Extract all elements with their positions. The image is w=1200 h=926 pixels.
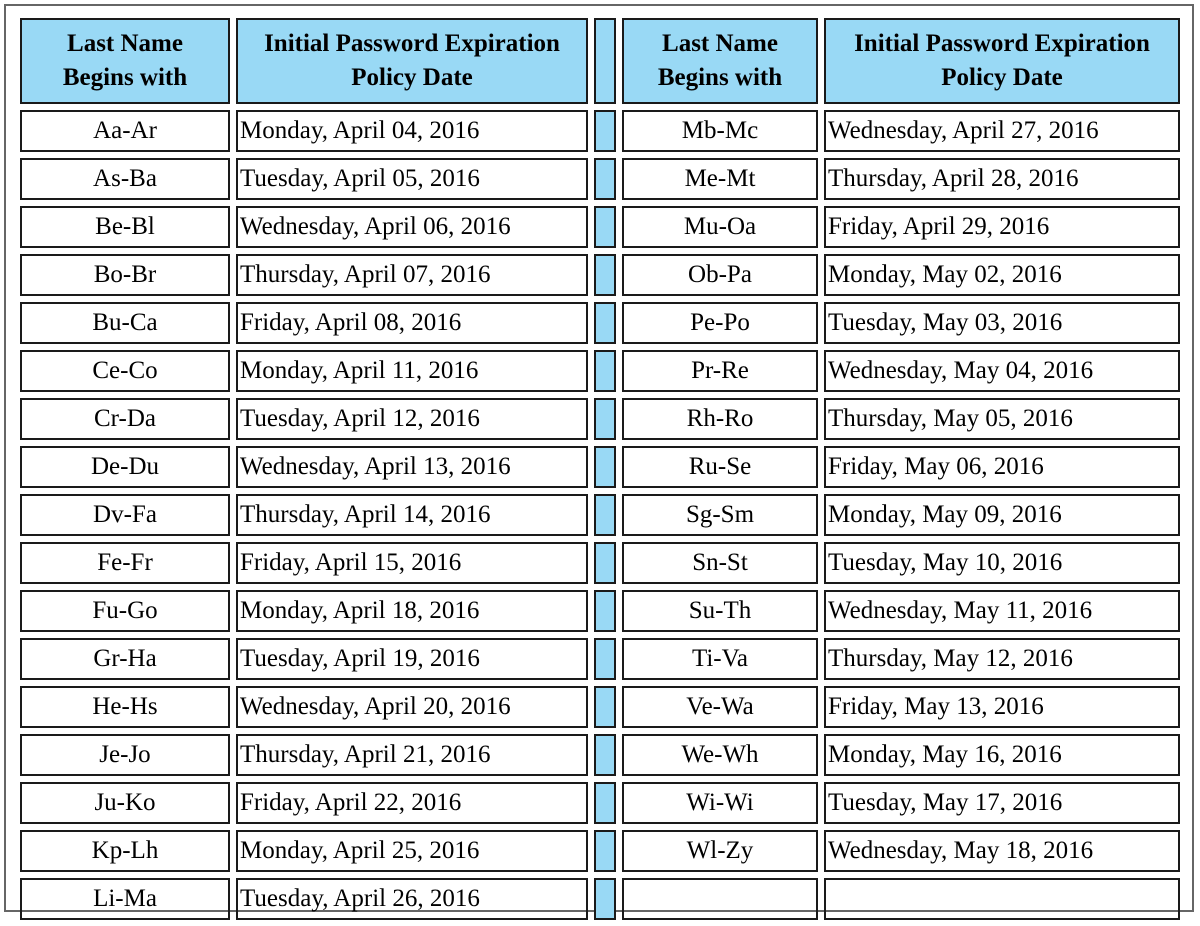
- expiration-date-cell: Monday, May 16, 2016: [824, 734, 1180, 776]
- table-row: [20, 590, 1180, 632]
- expiration-date-cell: Tuesday, May 10, 2016: [824, 542, 1180, 584]
- table-row: [20, 398, 1180, 440]
- column-separator: [594, 734, 616, 776]
- header-expiration-date-right: [824, 18, 1180, 104]
- empty-cell: [622, 878, 818, 920]
- expiration-date-cell: Friday, May 06, 2016: [824, 446, 1180, 488]
- last-name-range-cell: Li-Ma: [20, 878, 230, 920]
- last-name-range-cell: Sn-St: [622, 542, 818, 584]
- last-name-range-cell: Ce-Co: [20, 350, 230, 392]
- table-row: [20, 638, 1180, 680]
- table-row: [20, 158, 1180, 200]
- last-name-range-cell: He-Hs: [20, 686, 230, 728]
- table-row: [20, 494, 1180, 536]
- header-last-name-right: [622, 18, 818, 104]
- header-text: Policy Date: [941, 64, 1063, 91]
- column-separator: [594, 254, 616, 296]
- expiration-date-cell: Wednesday, May 18, 2016: [824, 830, 1180, 872]
- expiration-date-cell: Tuesday, April 26, 2016: [236, 878, 588, 920]
- last-name-range-cell: We-Wh: [622, 734, 818, 776]
- column-separator: [594, 494, 616, 536]
- table-row: [20, 830, 1180, 872]
- expiration-date-cell: Tuesday, May 03, 2016: [824, 302, 1180, 344]
- expiration-date-cell: Monday, May 09, 2016: [824, 494, 1180, 536]
- last-name-range-cell: De-Du: [20, 446, 230, 488]
- column-separator: [594, 782, 616, 824]
- expiration-date-cell: Monday, April 25, 2016: [236, 830, 588, 872]
- table-row: [20, 734, 1180, 776]
- last-name-range-cell: Me-Mt: [622, 158, 818, 200]
- expiration-date-cell: Monday, May 02, 2016: [824, 254, 1180, 296]
- expiration-date-cell: Tuesday, April 05, 2016: [236, 158, 588, 200]
- last-name-range-cell: Aa-Ar: [20, 110, 230, 152]
- table-row: [20, 302, 1180, 344]
- password-expiration-schedule-table: [14, 12, 1186, 926]
- expiration-date-cell: Wednesday, April 13, 2016: [236, 446, 588, 488]
- table-body: [20, 110, 1180, 920]
- header-text: Begins with: [657, 64, 783, 91]
- table-row: [20, 878, 1180, 920]
- last-name-range-cell: Cr-Da: [20, 398, 230, 440]
- column-separator: [594, 206, 616, 248]
- column-separator: [594, 542, 616, 584]
- column-separator: [594, 350, 616, 392]
- last-name-range-cell: Be-Bl: [20, 206, 230, 248]
- expiration-date-cell: Thursday, April 21, 2016: [236, 734, 588, 776]
- header-text: Initial Password Expiration: [854, 30, 1150, 57]
- last-name-range-cell: Ru-Se: [622, 446, 818, 488]
- column-separator: [594, 686, 616, 728]
- last-name-range-cell: Ve-Wa: [622, 686, 818, 728]
- header-last-name-left: [20, 18, 230, 104]
- header-text: Initial Password Expiration: [264, 30, 560, 57]
- expiration-date-cell: Wednesday, April 20, 2016: [236, 686, 588, 728]
- table-row: [20, 350, 1180, 392]
- column-separator: [594, 878, 616, 920]
- table-row: [20, 110, 1180, 152]
- expiration-date-cell: Friday, May 13, 2016: [824, 686, 1180, 728]
- column-separator: [594, 638, 616, 680]
- last-name-range-cell: Kp-Lh: [20, 830, 230, 872]
- expiration-date-cell: Tuesday, April 12, 2016: [236, 398, 588, 440]
- last-name-range-cell: Fu-Go: [20, 590, 230, 632]
- expiration-date-cell: Thursday, April 07, 2016: [236, 254, 588, 296]
- column-separator: [594, 18, 616, 104]
- expiration-date-cell: Monday, April 04, 2016: [236, 110, 588, 152]
- last-name-range-cell: Sg-Sm: [622, 494, 818, 536]
- expiration-date-cell: Thursday, April 28, 2016: [824, 158, 1180, 200]
- expiration-date-cell: Wednesday, April 27, 2016: [824, 110, 1180, 152]
- header-row: [20, 18, 1180, 104]
- column-separator: [594, 110, 616, 152]
- header-expiration-date-left: [236, 18, 588, 104]
- column-separator: [594, 302, 616, 344]
- table-row: [20, 782, 1180, 824]
- last-name-range-cell: Je-Jo: [20, 734, 230, 776]
- expiration-date-cell: Tuesday, May 17, 2016: [824, 782, 1180, 824]
- expiration-date-cell: Thursday, April 14, 2016: [236, 494, 588, 536]
- expiration-date-cell: Friday, April 22, 2016: [236, 782, 588, 824]
- expiration-date-cell: Wednesday, April 06, 2016: [236, 206, 588, 248]
- last-name-range-cell: Mb-Mc: [622, 110, 818, 152]
- expiration-date-cell: Wednesday, May 04, 2016: [824, 350, 1180, 392]
- column-separator: [594, 830, 616, 872]
- expiration-date-cell: Wednesday, May 11, 2016: [824, 590, 1180, 632]
- last-name-range-cell: Bu-Ca: [20, 302, 230, 344]
- last-name-range-cell: Ti-Va: [622, 638, 818, 680]
- last-name-range-cell: Gr-Ha: [20, 638, 230, 680]
- expiration-date-cell: Friday, April 08, 2016: [236, 302, 588, 344]
- header-text: Policy Date: [351, 64, 473, 91]
- empty-cell: [824, 878, 1180, 920]
- table-row: [20, 542, 1180, 584]
- last-name-range-cell: As-Ba: [20, 158, 230, 200]
- table-row: [20, 686, 1180, 728]
- last-name-range-cell: Wl-Zy: [622, 830, 818, 872]
- last-name-range-cell: Rh-Ro: [622, 398, 818, 440]
- expiration-date-cell: Tuesday, April 19, 2016: [236, 638, 588, 680]
- table-row: [20, 206, 1180, 248]
- expiration-date-cell: Thursday, May 05, 2016: [824, 398, 1180, 440]
- table-row: [20, 254, 1180, 296]
- last-name-range-cell: Fe-Fr: [20, 542, 230, 584]
- expiration-date-cell: Friday, April 29, 2016: [824, 206, 1180, 248]
- expiration-date-cell: Monday, April 11, 2016: [236, 350, 588, 392]
- last-name-range-cell: Mu-Oa: [622, 206, 818, 248]
- expiration-date-cell: Monday, April 18, 2016: [236, 590, 588, 632]
- last-name-range-cell: Pe-Po: [622, 302, 818, 344]
- expiration-date-cell: Friday, April 15, 2016: [236, 542, 588, 584]
- last-name-range-cell: Bo-Br: [20, 254, 230, 296]
- header-text: Begins with: [62, 64, 188, 91]
- header-text: Last Name: [67, 30, 183, 57]
- last-name-range-cell: Wi-Wi: [622, 782, 818, 824]
- last-name-range-cell: Pr-Re: [622, 350, 818, 392]
- last-name-range-cell: Su-Th: [622, 590, 818, 632]
- column-separator: [594, 398, 616, 440]
- column-separator: [594, 158, 616, 200]
- last-name-range-cell: Dv-Fa: [20, 494, 230, 536]
- last-name-range-cell: Ob-Pa: [622, 254, 818, 296]
- last-name-range-cell: Ju-Ko: [20, 782, 230, 824]
- column-separator: [594, 446, 616, 488]
- column-separator: [594, 590, 616, 632]
- header-text: Last Name: [662, 30, 778, 57]
- expiration-date-cell: Thursday, May 12, 2016: [824, 638, 1180, 680]
- table-row: [20, 446, 1180, 488]
